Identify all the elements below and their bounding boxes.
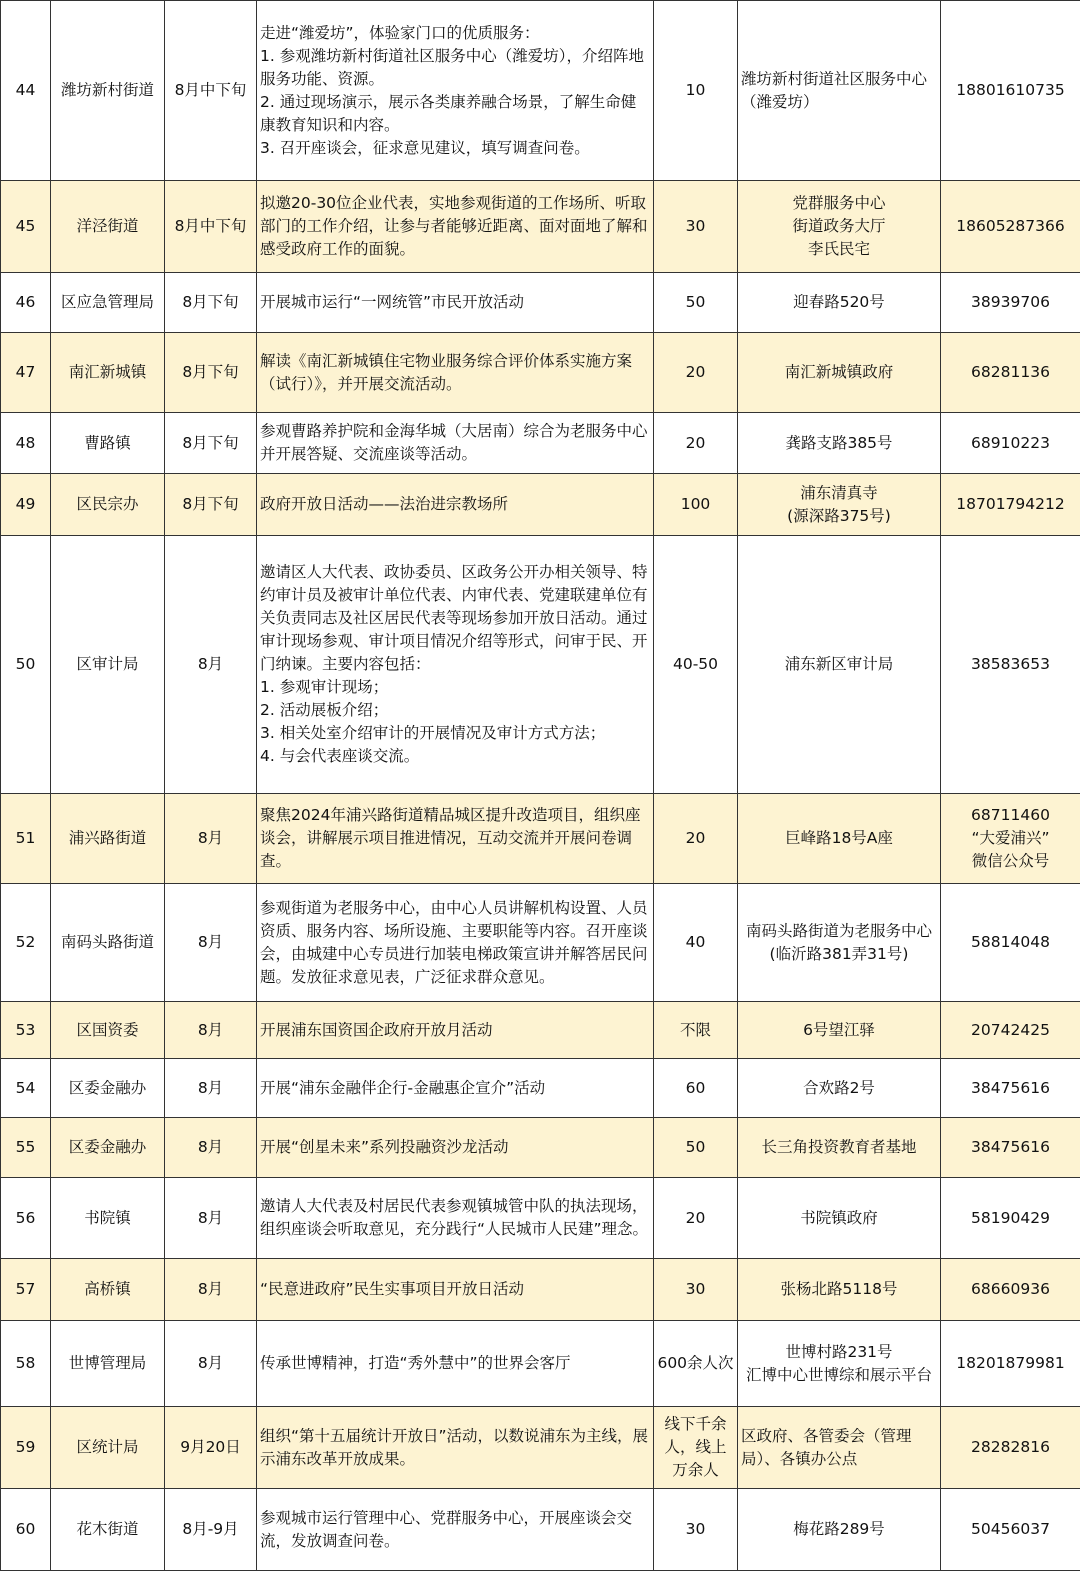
activity-time: 8月 bbox=[165, 794, 257, 884]
table-row bbox=[1, 1, 1080, 181]
contact-phone: 28282816 bbox=[941, 1407, 1080, 1489]
table-row bbox=[1, 1118, 1080, 1178]
row-number: 48 bbox=[1, 413, 51, 474]
activity-content: 参观城市运行管理中心、党群服务中心，开展座谈会交流，发放调查问卷。 bbox=[257, 1489, 654, 1571]
activity-place: 世博村路231号 汇博中心世博综和展示平台 bbox=[738, 1321, 941, 1407]
row-number: 57 bbox=[1, 1259, 51, 1321]
activity-time: 8月 bbox=[165, 1059, 257, 1118]
activity-place: 潍坊新村街道社区服务中心（潍爱坊） bbox=[738, 1, 941, 181]
activity-place: 龚路支路385号 bbox=[738, 413, 941, 474]
participant-count: 50 bbox=[654, 273, 738, 333]
activity-content: 拟邀20-30位企业代表，实地参观街道的工作场所、听取部门的工作介绍，让参与者能够近距离、面对面地了解和感受政府工作的面貌。 bbox=[257, 181, 654, 273]
table-row bbox=[1, 413, 1080, 474]
unit-name: 区委金融办 bbox=[51, 1059, 165, 1118]
activity-content: 开展城市运行“一网统管”市民开放活动 bbox=[257, 273, 654, 333]
activity-time: 8月 bbox=[165, 1178, 257, 1259]
contact-phone: 68281136 bbox=[941, 333, 1080, 413]
participant-count: 10 bbox=[654, 1, 738, 181]
unit-name: 区应急管理局 bbox=[51, 273, 165, 333]
participant-count: 100 bbox=[654, 474, 738, 536]
table-row bbox=[1, 1002, 1080, 1059]
participant-count: 20 bbox=[654, 1178, 738, 1259]
contact-phone: 38583653 bbox=[941, 536, 1080, 794]
row-number: 55 bbox=[1, 1118, 51, 1178]
row-number: 58 bbox=[1, 1321, 51, 1407]
unit-name: 花木街道 bbox=[51, 1489, 165, 1571]
activity-time: 8月中下旬 bbox=[165, 181, 257, 273]
participant-count: 20 bbox=[654, 413, 738, 474]
activity-place: 合欢路2号 bbox=[738, 1059, 941, 1118]
contact-phone: 58814048 bbox=[941, 884, 1080, 1002]
contact-phone: 68711460 “大爱浦兴” 微信公众号 bbox=[941, 794, 1080, 884]
participant-count: 20 bbox=[654, 794, 738, 884]
row-number: 46 bbox=[1, 273, 51, 333]
activity-time: 8月 bbox=[165, 1002, 257, 1059]
unit-name: 浦兴路街道 bbox=[51, 794, 165, 884]
row-number: 56 bbox=[1, 1178, 51, 1259]
row-number: 59 bbox=[1, 1407, 51, 1489]
row-number: 54 bbox=[1, 1059, 51, 1118]
row-number: 53 bbox=[1, 1002, 51, 1059]
table-row bbox=[1, 273, 1080, 333]
unit-name: 洋泾街道 bbox=[51, 181, 165, 273]
participant-count: 20 bbox=[654, 333, 738, 413]
table-row bbox=[1, 1259, 1080, 1321]
contact-phone: 18201879981 bbox=[941, 1321, 1080, 1407]
participant-count: 60 bbox=[654, 1059, 738, 1118]
participant-count: 600余人次 bbox=[654, 1321, 738, 1407]
row-number: 50 bbox=[1, 536, 51, 794]
row-number: 60 bbox=[1, 1489, 51, 1571]
participant-count: 30 bbox=[654, 1259, 738, 1321]
activity-time: 8月下旬 bbox=[165, 474, 257, 536]
activity-time: 8月-9月 bbox=[165, 1489, 257, 1571]
contact-phone: 20742425 bbox=[941, 1002, 1080, 1059]
activity-place: 张杨北路5118号 bbox=[738, 1259, 941, 1321]
contact-phone: 68910223 bbox=[941, 413, 1080, 474]
contact-phone: 18605287366 bbox=[941, 181, 1080, 273]
unit-name: 曹路镇 bbox=[51, 413, 165, 474]
activity-time: 8月下旬 bbox=[165, 273, 257, 333]
activity-time: 8月 bbox=[165, 1259, 257, 1321]
activity-content: “民意进政府”民生实事项目开放日活动 bbox=[257, 1259, 654, 1321]
row-number: 45 bbox=[1, 181, 51, 273]
unit-name: 区审计局 bbox=[51, 536, 165, 794]
participant-count: 40 bbox=[654, 884, 738, 1002]
activity-place: 巨峰路18号A座 bbox=[738, 794, 941, 884]
contact-phone: 68660936 bbox=[941, 1259, 1080, 1321]
activity-content: 政府开放日活动——法治进宗教场所 bbox=[257, 474, 654, 536]
row-number: 47 bbox=[1, 333, 51, 413]
row-number: 44 bbox=[1, 1, 51, 181]
contact-phone: 38475616 bbox=[941, 1118, 1080, 1178]
unit-name: 高桥镇 bbox=[51, 1259, 165, 1321]
activity-content: 传承世博精神，打造“秀外慧中”的世界会客厅 bbox=[257, 1321, 654, 1407]
activity-content: 开展“浦东金融伴企行-金融惠企宣介”活动 bbox=[257, 1059, 654, 1118]
participant-count: 40-50 bbox=[654, 536, 738, 794]
table-row bbox=[1, 794, 1080, 884]
activity-place: 区政府、各管委会（管理局）、各镇办公点 bbox=[738, 1407, 941, 1489]
activity-time: 8月 bbox=[165, 1118, 257, 1178]
participant-count: 不限 bbox=[654, 1002, 738, 1059]
activity-place: 南码头路街道为老服务中心 (临沂路381弄31号) bbox=[738, 884, 941, 1002]
row-number: 49 bbox=[1, 474, 51, 536]
participant-count: 30 bbox=[654, 181, 738, 273]
activity-content: 邀请区人大代表、政协委员、区政务公开办相关领导、特约审计员及被审计单位代表、内审代表、党建联建单位有关负责同志及社区居民代表等现场参加开放日活动。通过审计现场参观、审计项目情况介绍等形式，问审于民、开门纳谏。主要内容包括： 1. 参观审计现场； 2. 活动展板介绍； 3. 相关处室介绍审计的开展情况及审计方式方法； 4. 与会代表座谈交流。 bbox=[257, 536, 654, 794]
table-row bbox=[1, 1321, 1080, 1407]
table-row bbox=[1, 474, 1080, 536]
participant-count: 50 bbox=[654, 1118, 738, 1178]
contact-phone: 50456037 bbox=[941, 1489, 1080, 1571]
contact-phone: 18801610735 bbox=[941, 1, 1080, 181]
activity-place: 书院镇政府 bbox=[738, 1178, 941, 1259]
unit-name: 区统计局 bbox=[51, 1407, 165, 1489]
activity-time: 8月 bbox=[165, 1321, 257, 1407]
unit-name: 南码头路街道 bbox=[51, 884, 165, 1002]
table-row bbox=[1, 536, 1080, 794]
unit-name: 潍坊新村街道 bbox=[51, 1, 165, 181]
activity-time: 8月下旬 bbox=[165, 333, 257, 413]
contact-phone: 18701794212 bbox=[941, 474, 1080, 536]
table-row bbox=[1, 1178, 1080, 1259]
unit-name: 世博管理局 bbox=[51, 1321, 165, 1407]
participant-count: 30 bbox=[654, 1489, 738, 1571]
activity-place: 长三角投资教育者基地 bbox=[738, 1118, 941, 1178]
activity-content: 走进“潍爱坊”，体验家门口的优质服务： 1. 参观潍坊新村街道社区服务中心（潍爱坊），介绍阵地服务功能、资源。 2. 通过现场演示，展示各类康养融合场景，了解生命健康教育知识和内容。 3. 召开座谈会，征求意见建议，填写调查问卷。 bbox=[257, 1, 654, 181]
activity-content: 解读《南汇新城镇住宅物业服务综合评价体系实施方案（试行）》，并开展交流活动。 bbox=[257, 333, 654, 413]
table-row bbox=[1, 1489, 1080, 1571]
unit-name: 书院镇 bbox=[51, 1178, 165, 1259]
activity-place: 南汇新城镇政府 bbox=[738, 333, 941, 413]
unit-name: 区民宗办 bbox=[51, 474, 165, 536]
activity-place: 梅花路289号 bbox=[738, 1489, 941, 1571]
activity-content: 参观曹路养护院和金海华城（大居南）综合为老服务中心并开展答疑、交流座谈等活动。 bbox=[257, 413, 654, 474]
activity-time: 8月 bbox=[165, 884, 257, 1002]
row-number: 51 bbox=[1, 794, 51, 884]
activity-time: 8月 bbox=[165, 536, 257, 794]
activity-content: 聚焦2024年浦兴路街道精品城区提升改造项目，组织座谈会，讲解展示项目推进情况，互动交流并开展问卷调查。 bbox=[257, 794, 654, 884]
table-row bbox=[1, 181, 1080, 273]
activity-content: 邀请人大代表及村居民代表参观镇城管中队的执法现场，组织座谈会听取意见，充分践行“人民城市人民建”理念。 bbox=[257, 1178, 654, 1259]
activity-time: 9月20日 bbox=[165, 1407, 257, 1489]
unit-name: 南汇新城镇 bbox=[51, 333, 165, 413]
activity-place: 党群服务中心 街道政务大厅 李氏民宅 bbox=[738, 181, 941, 273]
activity-place: 浦东清真寺 (源深路375号) bbox=[738, 474, 941, 536]
activity-content: 开展“创星未来”系列投融资沙龙活动 bbox=[257, 1118, 654, 1178]
activity-place: 6号望江驿 bbox=[738, 1002, 941, 1059]
participant-count: 线下千余人，线上万余人 bbox=[654, 1407, 738, 1489]
table-row bbox=[1, 333, 1080, 413]
contact-phone: 38475616 bbox=[941, 1059, 1080, 1118]
table-row bbox=[1, 1059, 1080, 1118]
activity-content: 参观街道为老服务中心，由中心人员讲解机构设置、人员资质、服务内容、场所设施、主要职能等内容。召开座谈会，由城建中心专员进行加装电梯政策宣讲并解答居民问题。发放征求意见表，广泛征求群众意见。 bbox=[257, 884, 654, 1002]
row-number: 52 bbox=[1, 884, 51, 1002]
contact-phone: 38939706 bbox=[941, 273, 1080, 333]
activity-time: 8月下旬 bbox=[165, 413, 257, 474]
unit-name: 区委金融办 bbox=[51, 1118, 165, 1178]
table-row bbox=[1, 884, 1080, 1002]
activity-content: 开展浦东国资国企政府开放月活动 bbox=[257, 1002, 654, 1059]
table-row bbox=[1, 1407, 1080, 1489]
activity-content: 组织“第十五届统计开放日”活动，以数说浦东为主线，展示浦东改革开放成果。 bbox=[257, 1407, 654, 1489]
activity-place: 迎春路520号 bbox=[738, 273, 941, 333]
activity-place: 浦东新区审计局 bbox=[738, 536, 941, 794]
unit-name: 区国资委 bbox=[51, 1002, 165, 1059]
contact-phone: 58190429 bbox=[941, 1178, 1080, 1259]
activity-time: 8月中下旬 bbox=[165, 1, 257, 181]
